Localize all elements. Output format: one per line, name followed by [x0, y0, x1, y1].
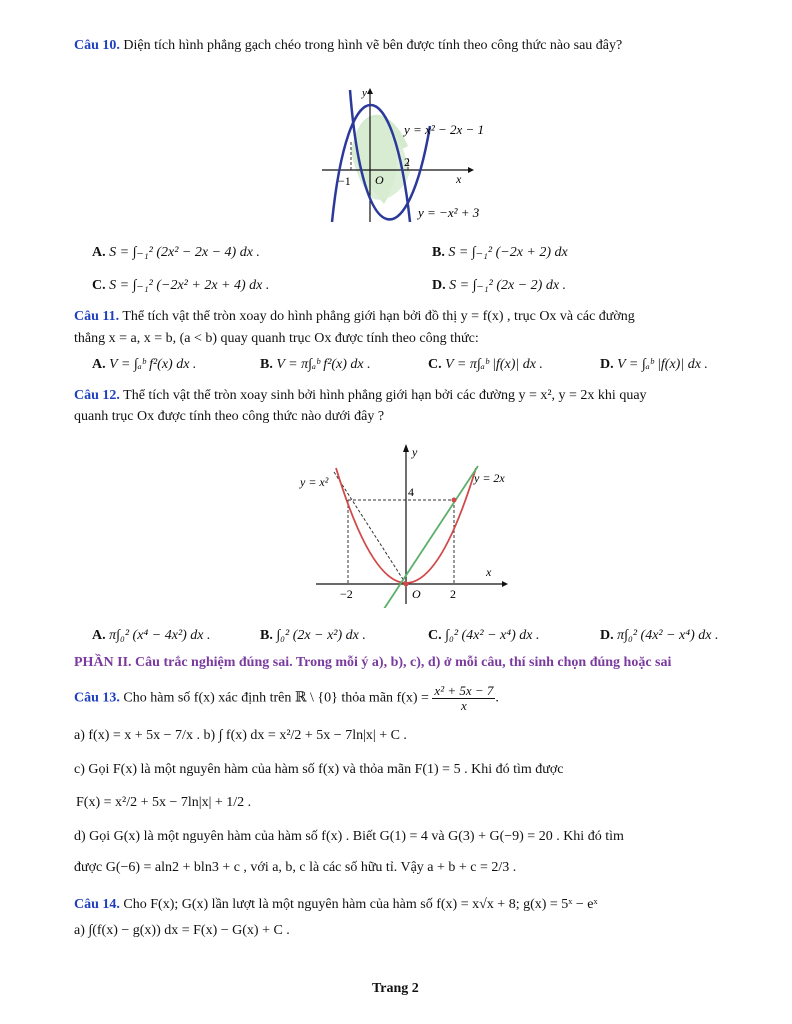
- q13-d2: được G(−6) = aln2 + bln3 + c , với a, b, c là các số hữu tỉ. Vậy a + b + c = 2/3 .: [74, 860, 517, 875]
- q11-line2: thẳng x = a, x = b, (a < b) quay quanh trục Ox được tính theo công thức:: [74, 331, 479, 346]
- q10-curve2-label: y = −x² + 3: [418, 205, 480, 220]
- q10-option-a-key: A.: [92, 245, 106, 260]
- q13-intro-line: Câu 13. Cho hàm số f(x) xác định trên ℝ \ {0} thỏa mãn f(x) = $\frac{\text{x² + 5x − 7}}{x}$ .: [74, 683, 499, 713]
- q12-line2: quanh trục Ox được tính theo công thức nào dưới đây ?: [74, 409, 385, 424]
- q12-line1: [74, 388, 647, 404]
- q10-label: Câu 10.: [74, 38, 120, 53]
- q10-label-y: y: [362, 87, 367, 99]
- q12-option-b-key: B.: [260, 628, 273, 643]
- q12-label-2: 2: [450, 587, 456, 601]
- q12-option-b[interactable]: [260, 628, 366, 644]
- q12-label-m2: −2: [340, 587, 353, 601]
- q12-option-d[interactable]: [600, 628, 719, 644]
- q11-line1: [74, 309, 635, 325]
- q11-label: Câu 11.: [74, 309, 120, 324]
- q12-label-o: O: [412, 587, 421, 601]
- q11-option-a[interactable]: [92, 357, 196, 373]
- q14-a: a) ∫(f(x) − g(x)) dx = F(x) − G(x) + C .: [74, 923, 290, 938]
- q12-option-b-formula: ∫₀² (2x − x²) dx .: [276, 628, 366, 643]
- q10-option-c[interactable]: [92, 277, 269, 294]
- q11-option-b-formula: V = π∫ₐᵇ f²(x) dx .: [276, 357, 371, 372]
- q12-curve2-label: y = 2x: [474, 471, 505, 485]
- q13-frac-denominator: x: [461, 698, 467, 713]
- q13-c1: c) Gọi F(x) là một nguyên hàm của hàm số f(x) và thỏa mãn F(1) = 5 . Khi đó tìm được: [74, 762, 564, 777]
- q12-option-c-formula: ∫₀² (4x² − x⁴) dx .: [445, 628, 540, 643]
- q10-label-2: 2: [404, 155, 410, 169]
- q12-text1: Thể tích vật thể tròn xoay sinh bởi hình phẳng giới hạn bởi các đường y = x², y = 2x khi quay: [123, 388, 647, 403]
- q10-option-b-formula: S = ∫₋₁² (−2x + 2) dx: [448, 245, 568, 260]
- part2-heading: PHẦN II. Câu trắc nghiệm đúng sai. Trong mỗi ý a), b), c), d) ở mỗi câu, thí sinh chọn đúng hoặc sai: [74, 655, 672, 670]
- q10-option-a-formula: S = ∫₋₁² (2x² − 2x − 4) dx .: [109, 245, 260, 260]
- q10-label-o: O: [375, 173, 384, 187]
- q13-fraction: [432, 684, 495, 713]
- q12-option-d-key: D.: [600, 628, 614, 643]
- q12-option-a[interactable]: [92, 628, 211, 644]
- q10-label-m1: −1: [338, 174, 351, 188]
- q10-option-d[interactable]: [432, 277, 566, 294]
- q13-label: Câu 13.: [74, 690, 120, 706]
- q13-a: a) f(x) = x + 5x − 7/x . b) ∫ f(x) dx = x²/2 + 5x − 7ln|x| + C .: [74, 728, 407, 743]
- q11-text1: Thể tích vật thể tròn xoay do hình phẳng giới hạn bởi đồ thị y = f(x) , trục Ox và các đường: [122, 309, 635, 324]
- q10-label-x: x: [456, 172, 462, 186]
- q12-label-x: x: [486, 565, 492, 579]
- q11-option-c-key: C.: [428, 357, 442, 372]
- q10-graph: [318, 86, 518, 226]
- q11-option-c-formula: V = π∫ₐᵇ |f(x)| dx .: [445, 357, 543, 372]
- q11-option-b[interactable]: [260, 357, 371, 373]
- q10-text: Diện tích hình phẳng gạch chéo trong hình vẽ bên được tính theo công thức nào sau đây?: [123, 38, 623, 53]
- q10-line: [74, 38, 622, 54]
- q10-option-d-key: D.: [432, 278, 446, 293]
- q14-label: Câu 14.: [74, 897, 120, 912]
- q12-option-a-formula: π∫₀² (x⁴ − 4x²) dx .: [109, 628, 211, 643]
- page-footer: Trang 2: [372, 981, 419, 996]
- q12-label: Câu 12.: [74, 388, 120, 403]
- q14-intro-line: [74, 897, 598, 913]
- q11-option-d-key: D.: [600, 357, 614, 372]
- q11-option-a-formula: V = ∫ₐᵇ f²(x) dx .: [109, 357, 197, 372]
- q14-intro: Cho F(x); G(x) lần lượt là một nguyên hàm của hàm số f(x) = x√x + 8; g(x) = 5ˣ − eˣ: [123, 897, 598, 912]
- q12-label-4: 4: [408, 485, 414, 499]
- q10-curve1-label: y = x² − 2x − 1: [404, 122, 485, 137]
- q11-option-d[interactable]: [600, 357, 708, 373]
- q12-option-a-key: A.: [92, 628, 106, 643]
- q12-label-y: y: [412, 445, 418, 459]
- q13-intro: Cho hàm số f(x) xác định trên ℝ \ {0} thỏa mãn f(x) =: [123, 690, 429, 706]
- q10-option-c-formula: S = ∫₋₁² (−2x² + 2x + 4) dx .: [109, 278, 270, 293]
- q10-option-b[interactable]: [432, 244, 568, 261]
- q10-option-b-key: B.: [432, 245, 445, 260]
- q12-graph: [296, 438, 526, 608]
- q11-option-c[interactable]: [428, 357, 543, 373]
- q11-option-a-key: A.: [92, 357, 106, 372]
- q12-option-c-key: C.: [428, 628, 442, 643]
- q13-frac-numerator: x² + 5x − 7: [434, 683, 494, 698]
- q11-option-b-key: B.: [260, 357, 273, 372]
- q12-option-d-formula: π∫₀² (4x² − x⁴) dx .: [617, 628, 719, 643]
- q13-d1: d) Gọi G(x) là một nguyên hàm của hàm số f(x) . Biết G(1) = 4 và G(3) + G(−9) = 20 . Khi đó tìm: [74, 829, 624, 844]
- q12-curve1-label: y = x²: [300, 475, 329, 489]
- q12-option-c[interactable]: [428, 628, 540, 644]
- q10-option-d-formula: S = ∫₋₁² (2x − 2) dx .: [449, 278, 567, 293]
- q12-line: [378, 466, 478, 608]
- q10-option-a[interactable]: [92, 244, 260, 261]
- q10-option-c-key: C.: [92, 278, 106, 293]
- q11-option-d-formula: V = ∫ₐᵇ |f(x)| dx .: [617, 357, 708, 372]
- q13-c2: F(x) = x²/2 + 5x − 7ln|x| + 1/2 .: [76, 795, 252, 810]
